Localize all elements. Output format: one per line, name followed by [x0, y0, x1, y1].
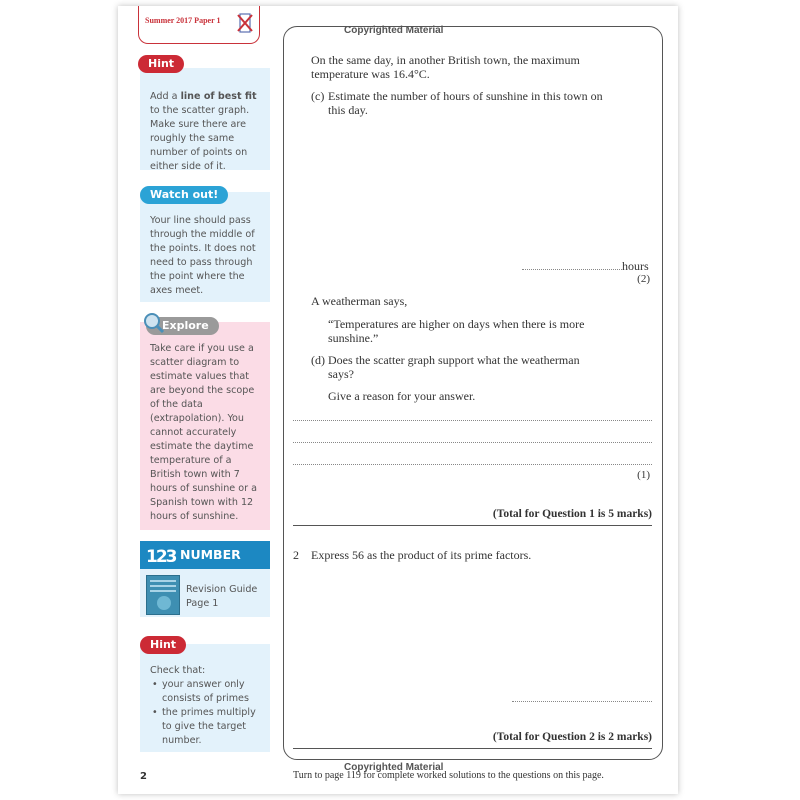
- number-title-bar: [140, 541, 270, 569]
- divider: [293, 748, 652, 749]
- question2-total: (Total for Question 2 is 2 marks): [492, 731, 652, 743]
- part-c-question: Estimate the number of hours of sunshine in this town on this day.: [328, 89, 603, 117]
- part-d-reason: Give a reason for your answer.: [328, 389, 476, 403]
- explore-tag-label: Explore: [162, 319, 209, 332]
- answer-line[interactable]: [293, 442, 652, 443]
- question1-total: (Total for Question 1 is 5 marks): [492, 508, 652, 520]
- marks-d: (1): [637, 469, 650, 481]
- watch-out-tag: Watch out!: [140, 186, 228, 204]
- hint-tag: Hint: [138, 55, 184, 73]
- answer-line[interactable]: [293, 464, 652, 465]
- hint-list-item: • your answer only consists of primes: [150, 678, 262, 706]
- hint-bold-term: line of best fit: [180, 91, 257, 102]
- numbers-123-icon: 123: [146, 547, 176, 567]
- cross-mark-icon: [237, 12, 253, 34]
- part-d-question: Does the scatter graph support what the weatherman says?: [328, 353, 580, 381]
- answer-unit-hours: hours: [622, 259, 649, 273]
- question2-text: Express 56 as the product of its prime factors.: [311, 548, 532, 562]
- paper-header-tab: [138, 6, 260, 44]
- hint-intro: Check that:: [150, 665, 206, 676]
- copyright-notice-top: Copyrighted Material: [344, 25, 444, 36]
- watch-out-text: Your line should pass through the middle of the points. It does not need to pass through the point where the axes meet.: [150, 215, 256, 296]
- hint-list-item: • the primes multiply to give the target number.: [150, 706, 262, 748]
- revision-guide-book-icon: [146, 575, 180, 615]
- weatherman-intro: A weatherman says,: [311, 294, 408, 308]
- page-number: 2: [140, 771, 147, 782]
- divider: [293, 525, 652, 526]
- footer-solutions-ref: Turn to page 119 for complete worked solutions to the questions on this page.: [293, 770, 604, 781]
- watch-out-box: [140, 192, 270, 302]
- marks-c: (2): [637, 273, 650, 285]
- question2-number: 2: [293, 548, 299, 562]
- explore-tag: [146, 317, 219, 335]
- hint-box-prime-check: [140, 644, 270, 752]
- hint-text: Add a line of best fit to the scatter graph. Make sure there are roughly the same number of points on either side of it.: [150, 91, 257, 172]
- answer-line-hours[interactable]: [522, 269, 622, 270]
- hint-list: [150, 678, 262, 748]
- revision-guide-ref: Revision Guide Page 1: [186, 584, 258, 609]
- hint-box-line-of-best-fit: [140, 68, 270, 170]
- question1-intro: On the same day, in another British town, the maximum temperature was 16.4°C.: [311, 53, 580, 81]
- explore-text: Take care if you use a scatter diagram to estimate values that are beyond the scope of the data (extrapolation). You cannot accurately estimate the daytime temperature of a British town with 7 hours of sunshine or a Spanish town with 12 hours of sunshine.: [150, 343, 257, 522]
- paper-label: Summer 2017 Paper 1: [145, 16, 221, 25]
- part-d-label: (d): [311, 353, 325, 367]
- part-c-label: (c): [311, 89, 325, 103]
- number-revision-box: [140, 541, 270, 617]
- magnifier-icon: [142, 311, 166, 335]
- explore-box: [140, 322, 270, 530]
- number-title: NUMBER: [180, 547, 241, 562]
- weatherman-quote: “Temperatures are higher on days when there is more sunshine.”: [328, 317, 585, 345]
- hint-tag: Hint: [140, 636, 186, 654]
- answer-line[interactable]: [293, 420, 652, 421]
- answer-line-prime-factors[interactable]: [512, 701, 652, 702]
- copyright-notice-bottom: Copyrighted Material: [344, 762, 444, 773]
